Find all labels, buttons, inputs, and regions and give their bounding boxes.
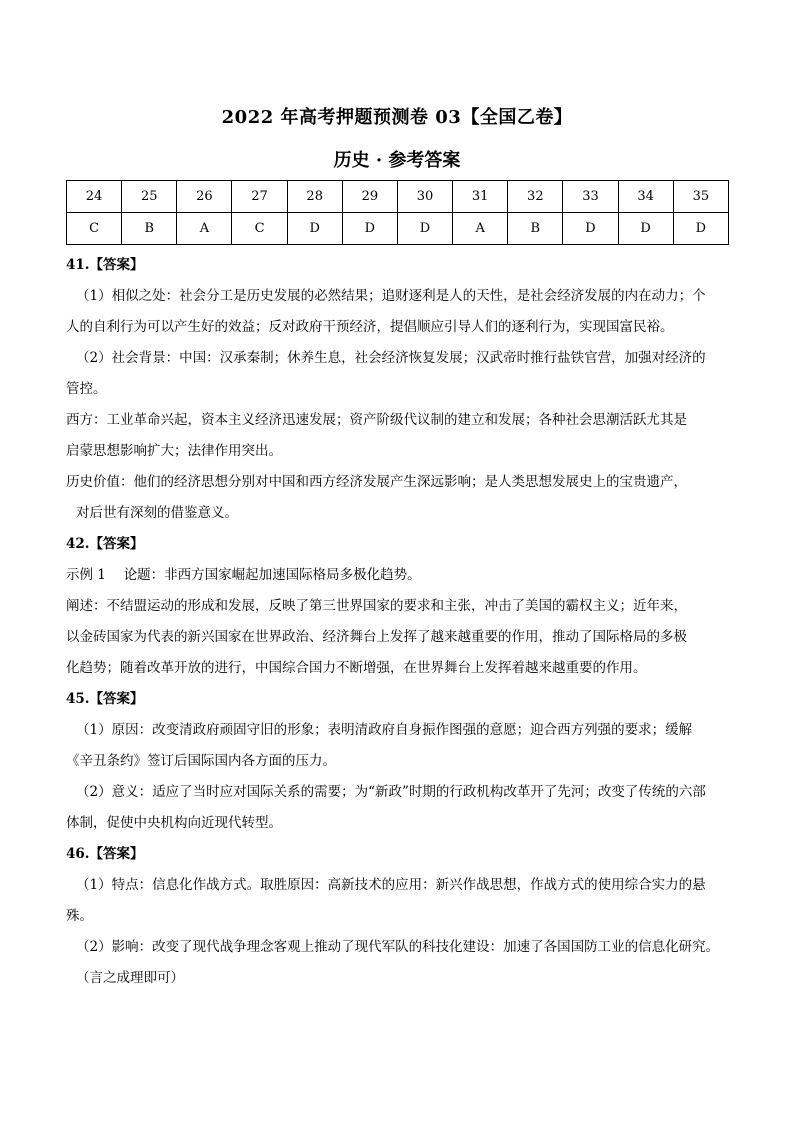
answer-table: [66, 180, 729, 245]
answer-letter-cell: D: [287, 213, 342, 245]
answer-letter-cell: C: [67, 213, 122, 245]
q42-line: 示例 1 论题：非西方国家崛起加速国际格局多极化趋势。: [66, 567, 421, 583]
question-number-cell: 29: [342, 181, 397, 213]
question-number-cell: 30: [397, 181, 452, 213]
q41-heading: 41.【答案】: [66, 257, 144, 273]
answer-letter-cell: A: [177, 213, 232, 245]
q41-line: 对后世有深刻的借鉴意义。: [76, 505, 238, 521]
q45-line: 体制，促使中央机构向近现代转型。: [66, 815, 282, 831]
question-number-cell: 32: [508, 181, 563, 213]
q46-line: （2）影响：改变了现代战争理念客观上推动了现代军队的科技化建设：加速了各国国防工业的信息化研究。: [76, 939, 720, 955]
page-title: 2022 年高考押题预测卷 03【全国乙卷】: [221, 107, 573, 128]
question-number-cell: 31: [453, 181, 508, 213]
answer-letter-cell: D: [563, 213, 618, 245]
q46-line: （1）特点：信息化作战方式。取胜原因：高新技术的应用：新兴作战思想，作战方式的使用综合实力的悬: [76, 877, 706, 893]
question-number-cell: 34: [618, 181, 673, 213]
answer-letter-row: [67, 213, 729, 245]
q41-line: 管控。: [66, 381, 107, 397]
answer-letter-cell: D: [618, 213, 673, 245]
answer-letter-cell: B: [508, 213, 563, 245]
answer-letter-cell: D: [342, 213, 397, 245]
question-number-cell: 26: [177, 181, 232, 213]
question-number-cell: 28: [287, 181, 342, 213]
q41-line: 历史价值：他们的经济思想分别对中国和西方经济发展产生深远影响；是人类思想发展史上的宝贵遗产，: [66, 474, 687, 490]
q41-line: 人的自利行为可以产生好的效益；反对政府干预经济，提倡顺应引导人们的逐利行为，实现国富民裕。: [66, 319, 674, 335]
q45-line: （2）意义：适应了当时应对国际关系的需要；为“新政”时期的行政机构改革开了先河；改变了传统的六部: [76, 784, 706, 800]
q41-line: （2）社会背景：中国：汉承秦制；休养生息，社会经济恢复发展；汉武帝时推行盐铁官营，加强对经济的: [76, 350, 706, 366]
q45-line: （1）原因：改变清政府顽固守旧的形象；表明清政府自身振作图强的意愿；迎合西方列强的要求；缓解: [76, 722, 693, 738]
answer-letter-cell: B: [122, 213, 177, 245]
question-number-cell: 33: [563, 181, 618, 213]
question-number-cell: 25: [122, 181, 177, 213]
q42-line: 化趋势；随着改革开放的进行，中国综合国力不断增强，在世界舞台上发挥着越来越重要的作用。: [66, 660, 647, 676]
answer-letter-cell: A: [453, 213, 508, 245]
q46-line: 殊。: [66, 908, 93, 924]
q42-line: 以金砖国家为代表的新兴国家在世界政治、经济舞台上发挥了越来越重要的作用，推动了国际格局的多极: [66, 629, 687, 645]
question-number-cell: 27: [232, 181, 287, 213]
question-number-row: [67, 181, 729, 213]
question-number-cell: 35: [673, 181, 728, 213]
answer-letter-cell: C: [232, 213, 287, 245]
q46-heading: 46.【答案】: [66, 846, 144, 862]
q42-line: 阐述：不结盟运动的形成和发展，反映了第三世界国家的要求和主张，冲击了美国的霸权主义；近年来，: [66, 598, 687, 614]
q42-heading: 42.【答案】: [66, 536, 144, 552]
q46-line: （言之成理即可）: [76, 970, 184, 986]
q41-line: 西方：工业革命兴起，资本主义经济迅速发展；资产阶级代议制的建立和发展；各种社会思潮活跃尤其是: [66, 412, 687, 428]
q45-line: 《辛丑条约》签订后国际国内各方面的压力。: [66, 753, 336, 769]
page-subtitle: 历史 · 参考答案: [333, 150, 461, 171]
question-number-cell: 24: [67, 181, 122, 213]
q41-line: 启蒙思想影响扩大；法律作用突出。: [66, 443, 282, 459]
answer-content: [66, 250, 738, 994]
answer-letter-cell: D: [673, 213, 728, 245]
answer-letter-cell: D: [397, 213, 452, 245]
q41-line: （1）相似之处：社会分工是历史发展的必然结果；追财逐利是人的天性，是社会经济发展的内在动力；个: [76, 288, 706, 304]
q45-heading: 45.【答案】: [66, 691, 144, 707]
